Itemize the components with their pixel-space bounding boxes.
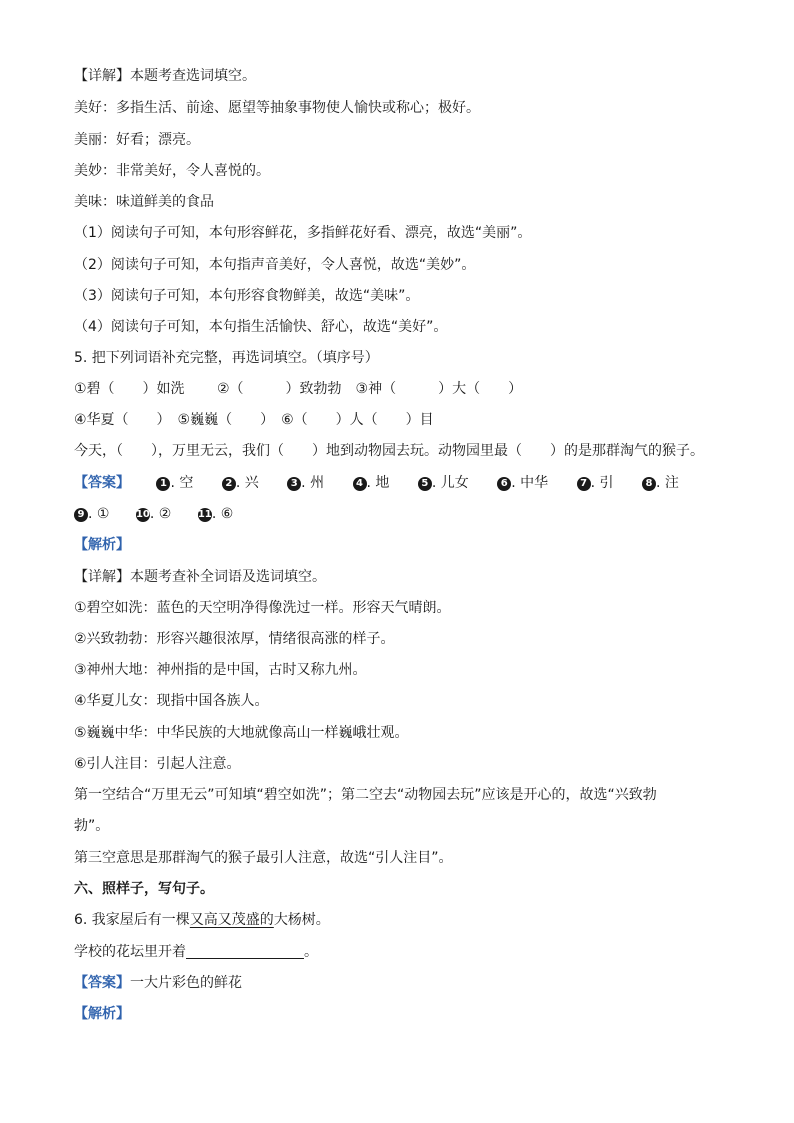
explain-xingzhi: ②兴致勃勃：形容兴趣很浓厚，情绪很高涨的样子。 bbox=[74, 631, 395, 647]
section-6-heading: 六、照样子，写句子。 bbox=[74, 881, 214, 897]
answer-text: . ⑥ bbox=[211, 506, 234, 522]
answer-item bbox=[198, 504, 233, 524]
answer-text: . 地 bbox=[366, 475, 390, 491]
explain-bikong: ①碧空如洗：蓝色的天空明净得像洗过一样。形容天气晴朗。 bbox=[74, 600, 451, 616]
definition-meihao: 美好：多指生活、前途、愿望等抽象事物使人愉快或称心；极好。 bbox=[74, 100, 480, 116]
answer-text: . 州 bbox=[301, 475, 325, 491]
definition-meimiao: 美妙：非常美好，令人喜悦的。 bbox=[74, 163, 270, 179]
circled-number: 4 bbox=[353, 477, 367, 491]
circled-number: 10 bbox=[135, 509, 150, 520]
circled-number: 2 bbox=[222, 477, 236, 491]
answer-text: . 空 bbox=[170, 475, 194, 491]
answer-text: 一大片彩色的鲜花 bbox=[130, 975, 242, 991]
answer-item bbox=[497, 473, 548, 493]
explain-blank-1-2-cont: 勃”。 bbox=[74, 818, 110, 834]
circled-number: 3 bbox=[287, 477, 301, 491]
answer-text: . 中华 bbox=[511, 475, 549, 491]
answer-text: . 儿女 bbox=[431, 475, 469, 491]
explain-yinren: ⑥引人注目：引起人注意。 bbox=[74, 756, 241, 772]
answer-text: . 注 bbox=[655, 475, 679, 491]
answer-5-row-1 bbox=[74, 473, 679, 493]
answer-item bbox=[642, 473, 679, 493]
answer-label: 【答案】 bbox=[74, 975, 130, 991]
question-6-example bbox=[74, 910, 330, 930]
answer-item bbox=[577, 473, 614, 493]
answer-6 bbox=[74, 973, 242, 993]
example-prefix: 6. 我家屋后有一棵 bbox=[74, 912, 190, 928]
detail-tag: 【详解】 bbox=[74, 569, 130, 585]
explain-shenzhou: ③神州大地：神州指的是中国，古时又称九州。 bbox=[74, 662, 367, 678]
answer-item bbox=[156, 473, 193, 493]
circled-number: 9 bbox=[74, 508, 88, 522]
answer-item bbox=[287, 473, 324, 493]
explain-huaxia: ④华夏儿女：现指中国各族人。 bbox=[74, 693, 269, 709]
fill-prefix: 学校的花坛里开着 bbox=[74, 944, 186, 960]
answer-5-row-2 bbox=[74, 504, 233, 524]
circled-number: 11 bbox=[197, 509, 212, 520]
line-text: 本题考查补全词语及选词填空。 bbox=[130, 569, 326, 585]
jiexi-label: 【解析】 bbox=[74, 537, 130, 553]
definition-meili: 美丽：好看；漂亮。 bbox=[74, 132, 200, 148]
circled-number: 5 bbox=[418, 477, 432, 491]
example-underlined: 又高又茂盛的 bbox=[189, 912, 274, 928]
line-text: 本题考查选词填空。 bbox=[130, 68, 256, 84]
fill-blank bbox=[186, 942, 304, 959]
question-6-fill bbox=[74, 942, 318, 962]
analysis-1: （1）阅读句子可知，本句形容鲜花，多指鲜花好看、漂亮，故选“美丽”。 bbox=[74, 225, 532, 241]
analysis-2: （2）阅读句子可知，本句指声音美好，令人喜悦，故选“美妙”。 bbox=[74, 257, 476, 273]
answer-item bbox=[353, 473, 390, 493]
definition-meiwei: 美味：味道鲜美的食品 bbox=[74, 194, 214, 210]
answer-item bbox=[74, 504, 109, 524]
explain-weiwei: ⑤巍巍中华：中华民族的大地就像高山一样巍峨壮观。 bbox=[74, 725, 409, 741]
question-5-sentence: 今天，（ ），万里无云，我们（ ）地到动物园去玩。动物园里最（ ）的是那群淘气的猴子。 bbox=[74, 443, 704, 459]
example-suffix: 大杨树。 bbox=[273, 912, 330, 928]
answer-item bbox=[222, 473, 259, 493]
question-5-row-2: ④华夏（ ） ⑤巍巍（ ） ⑥（ ）人（ ）目 bbox=[74, 412, 434, 428]
explain-blank-3: 第三空意思是那群淘气的猴子最引人注意，故选“引人注目”。 bbox=[74, 850, 453, 866]
answer-item bbox=[418, 473, 469, 493]
answer-text: . ① bbox=[88, 506, 110, 522]
answer-text: . 引 bbox=[590, 475, 614, 491]
analysis-3: （3）阅读句子可知，本句形容食物鲜美，故选“美味”。 bbox=[74, 288, 420, 304]
answer-label: 【答案】 bbox=[74, 475, 130, 491]
detail-tag: 【详解】 bbox=[74, 68, 130, 84]
explain-blank-1-2: 第一空结合“万里无云”可知填“碧空如洗”；第二空去“动物园去玩”应该是开心的，故选“兴致勃 bbox=[74, 787, 657, 803]
detail-line-2 bbox=[74, 567, 326, 587]
fill-suffix: 。 bbox=[304, 944, 318, 960]
question-5-row-1: ①碧（ ）如洗 ②（ ）致勃勃 ③神（ ）大（ ） bbox=[74, 381, 523, 397]
analysis-4: （4）阅读句子可知，本句指生活愉快、舒心，故选“美好”。 bbox=[74, 319, 448, 335]
jiexi-label-2: 【解析】 bbox=[74, 1006, 130, 1022]
answer-text: . 兴 bbox=[235, 475, 259, 491]
question-5-title: 5. 把下列词语补充完整，再选词填空。（填序号） bbox=[74, 350, 379, 366]
circled-number: 1 bbox=[156, 477, 170, 491]
answer-text: . ② bbox=[149, 506, 172, 522]
answer-item bbox=[136, 504, 171, 524]
circled-number: 8 bbox=[642, 477, 656, 491]
detail-line bbox=[74, 66, 256, 86]
circled-number: 6 bbox=[497, 477, 511, 491]
circled-number: 7 bbox=[577, 477, 591, 491]
